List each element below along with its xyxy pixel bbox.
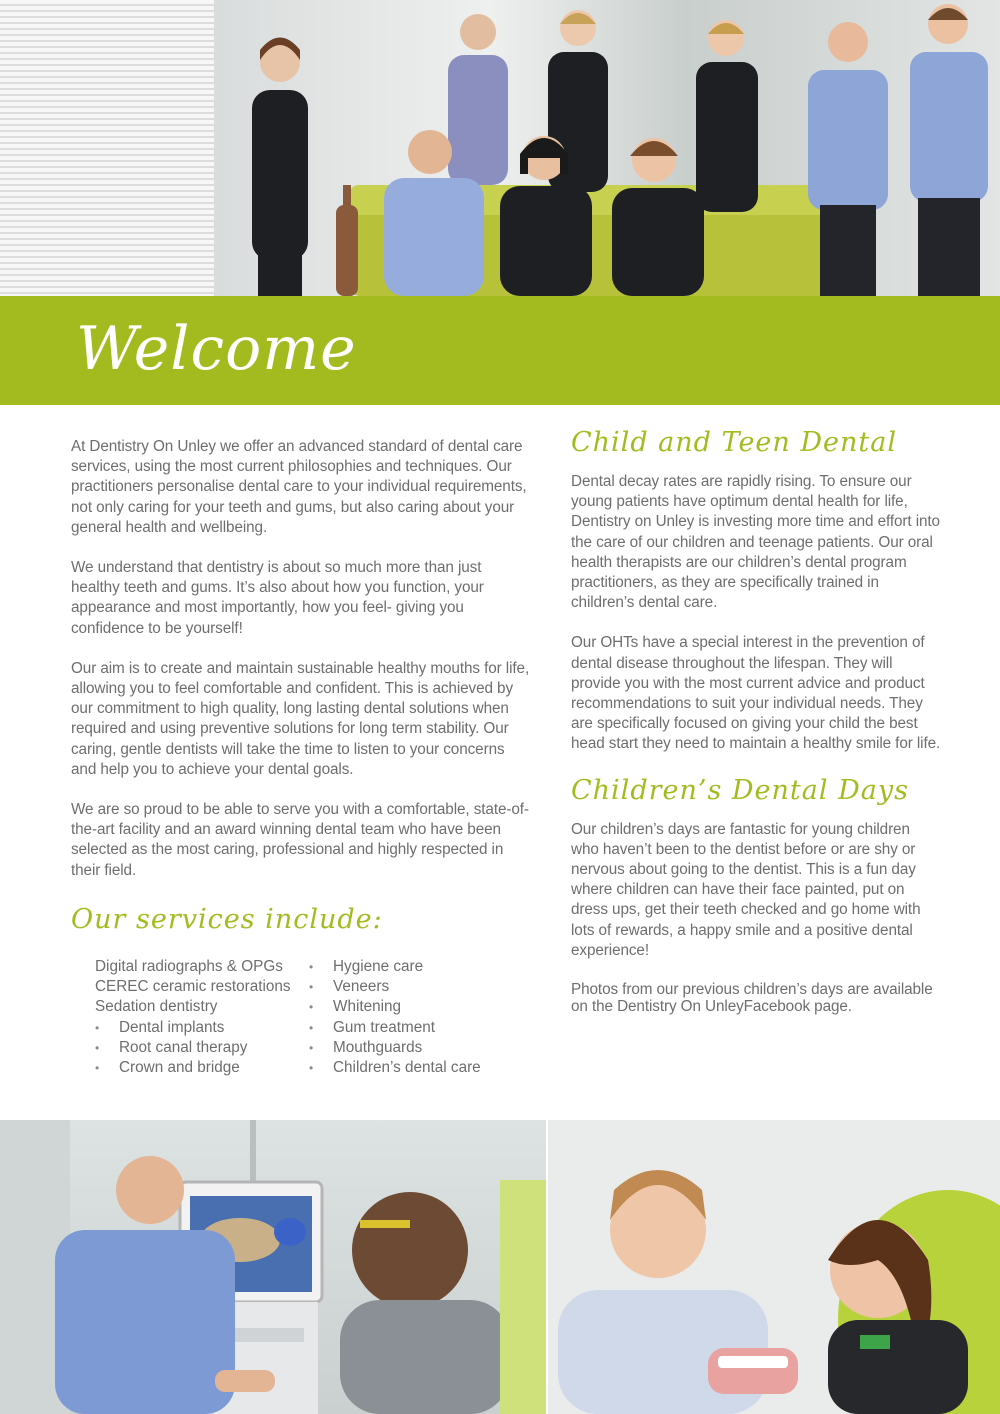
service-item: [95, 1018, 315, 1038]
intro-paragraph: We are so proud to be able to serve you with a comfortable, state-of-the-art facility and an award winning dental team who have been selected as the most caring, professional and highly respected in their field.: [71, 801, 529, 879]
service-item-label: Veneers: [333, 978, 390, 996]
services-list-left: [95, 957, 315, 1078]
services-heading: Our services include:: [71, 904, 383, 935]
patient: [352, 1192, 468, 1308]
intro-paragraph: Our aim is to create and maintain sustainable healthy mouths for life, allowing you to feel comfortable and confident. This is achieved by our commitment to high quality, long lasting dental solutions when required and using preventive solutions for long term stability. Our caring, gentle dentists will take the time to listen to your concerns and help you to achieve your dental goals.: [71, 659, 530, 778]
child-patient-illustration: [548, 1120, 1000, 1414]
service-item: [309, 977, 539, 997]
service-item-label: Dental implants: [119, 1018, 225, 1036]
welcome-title: Welcome: [76, 314, 357, 384]
person-standing-4: [696, 20, 758, 212]
intro-column: [71, 437, 533, 901]
service-item: Digital radiographs & OPGs: [95, 958, 283, 975]
cerec-photo-illustration: [0, 1120, 546, 1414]
service-item: [95, 1058, 315, 1078]
team-photo: [0, 0, 1000, 296]
person-standing-2: [448, 14, 508, 185]
service-item-label: Mouthguards: [333, 1038, 423, 1056]
intro-paragraph: At Dentistry On Unley we offer an advanced standard of dental care services, using the most current philosophies and techniques. Our practitioners personalise dental care to your individual requirements, not only caring for your teeth and gums, but also caring about your general health and wellbeing.: [71, 438, 527, 536]
service-item-label: Crown and bridge: [119, 1059, 240, 1077]
welcome-banner: [0, 296, 1000, 405]
childrens-days-heading: Children’s Dental Days: [571, 774, 909, 806]
child-teen-heading: Child and Teen Dental: [571, 427, 897, 458]
vase: [336, 205, 358, 296]
person-seated-3: [612, 138, 704, 296]
child-patient-photo: [548, 1120, 1000, 1414]
service-item: [309, 997, 539, 1017]
services-list-right: [309, 957, 539, 1078]
service-item: [309, 1038, 539, 1058]
service-item: CEREC ceramic restorations: [95, 978, 291, 996]
child-teen-paragraph: Our OHTs have a special interest in the prevention of dental disease throughout the lifespan. They will provide you with the most current advice and product recommendations to suit your individual needs. They are specifically focused on giving your child the best head start they need to maintain a healthy smile for life.: [571, 634, 941, 753]
dentist: [116, 1156, 184, 1224]
right-column: [571, 427, 941, 1035]
person-standing-5: [808, 22, 888, 296]
team-photo-illustration: [0, 0, 1000, 296]
services-section: [71, 904, 541, 1077]
childrens-days-paragraph: Our children’s days are fantastic for young children who haven’t been to the dentist before or are shy or nervous about going to the dentist. This is a fun day where children can have their face painted, put on dress ups, get their teeth checked and go home with lots of rewards, a happy smile and a positive dental experience!: [571, 820, 921, 959]
service-item: [309, 957, 539, 977]
service-item: [309, 1018, 539, 1038]
child-teen-paragraph: Dental decay rates are rapidly rising. To ensure our young patients have optimum dental health for life, Dentistry on Unley is investing more time and effort into the care of our children and teenage patients. Our oral health therapists are our children’s dental program practitioners, as they are specifically trained in children’s dental care.: [571, 473, 940, 612]
service-item-label: Children’s dental care: [333, 1059, 481, 1077]
service-item-label: Root canal therapy: [119, 1038, 248, 1056]
service-item: [309, 1058, 539, 1078]
person-standing-right: [910, 4, 988, 296]
service-item: Sedation dentistry: [95, 998, 218, 1016]
person-standing-left: [252, 38, 308, 297]
service-item-label: Whitening: [333, 998, 402, 1016]
cerec-photo: [0, 1120, 546, 1414]
teeth-model: [708, 1348, 798, 1394]
service-item: [95, 1038, 315, 1058]
service-item-label: Hygiene care: [333, 958, 424, 975]
intro-paragraph: We understand that dentistry is about so much more than just healthy teeth and gums. It’s also about how you function, your appearance and most importantly, how you feel- giving you confidence to be yourself!: [71, 559, 484, 637]
service-item-label: Gum treatment: [333, 1018, 436, 1036]
facebook-note: Photos from our previous children’s days are available on the Dentistry On UnleyFacebook page.: [571, 981, 933, 1016]
